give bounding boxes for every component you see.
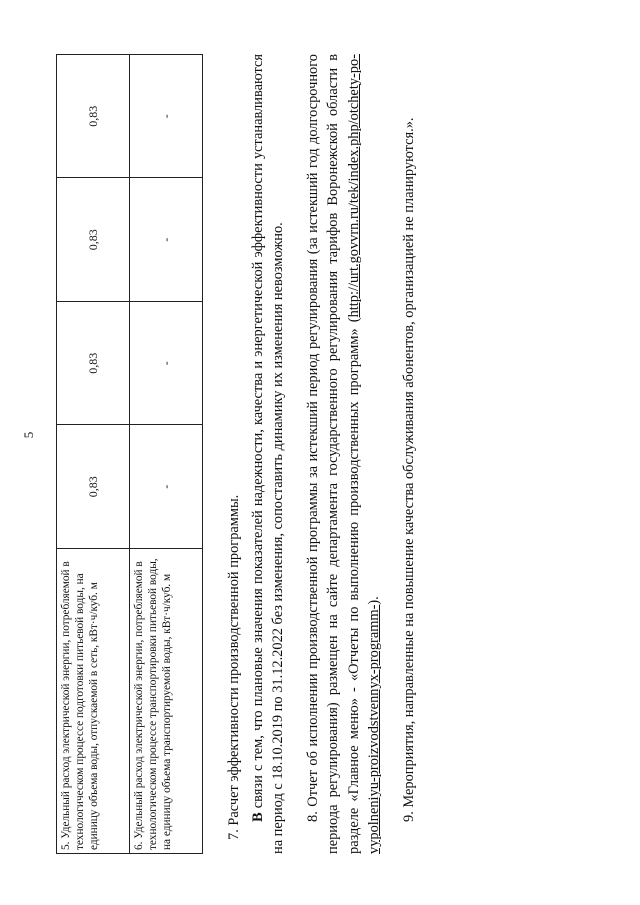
value-cell: 0,83 <box>57 302 130 426</box>
value-cell: - <box>130 55 203 179</box>
section-8-paragraph <box>303 54 385 854</box>
section-9-paragraph: 9. Мероприятия, направленные на повышение качества обслуживания абонентов, организацией не планируются.». <box>400 117 417 822</box>
indicator-cell: 5. Удельный расход электрической энергии, потребляемой в технологическом процессе подготовки питьевой воды, на единицу объема воды, отпускаемой в сеть, кВт·ч/куб. м <box>57 549 130 854</box>
value-cell: - <box>130 302 203 426</box>
section-7-paragraph <box>248 54 289 854</box>
reports-link[interactable]: http://urt.govvrn.ru/tek/index.php/otchety-po-vypolneniyu-proizvodstvennyx-programm- <box>345 54 382 854</box>
section-7-lead: В <box>249 812 266 822</box>
indicator-cell: 6. Удельный расход электрической энергии, потребляемой в технологическом процессе транспортировки питьевой воды, на единицу объема транспортируемой воды, кВт·ч/куб. м <box>130 549 203 854</box>
section-8-body: 8. Отчет об исполнении производственной программы за истекший период регулирования (за истекший год долгосрочного периода регулирования) размещен на сайте департамента государственного регулирования тарифов Воронежской области в разделе «Главное меню» - «Отчеты по выполнению производственных программ» ( <box>304 54 362 854</box>
section-7-heading: 7. Расчет эффективности производственной программы. <box>226 494 242 840</box>
table-row <box>57 55 130 854</box>
value-cell: 0,83 <box>57 425 130 549</box>
rotated-page-content <box>40 42 600 862</box>
value-cell: - <box>130 178 203 302</box>
indicators-table <box>56 54 203 854</box>
body-text <box>224 54 419 854</box>
section-7-body: связи с тем, что плановые значения показателей надежности, качества и энергетической эффективности устанавливаются на период с 18.10.2019 по 31.12.2022 без изменения, сопоставить динамику их изменения невозможно. <box>249 54 286 854</box>
table-row <box>130 55 203 854</box>
value-cell: 0,83 <box>57 55 130 179</box>
value-cell: - <box>130 425 203 549</box>
value-cell: 0,83 <box>57 178 130 302</box>
section-8-tail: ). <box>366 596 382 605</box>
page-number: 5 <box>21 431 36 439</box>
